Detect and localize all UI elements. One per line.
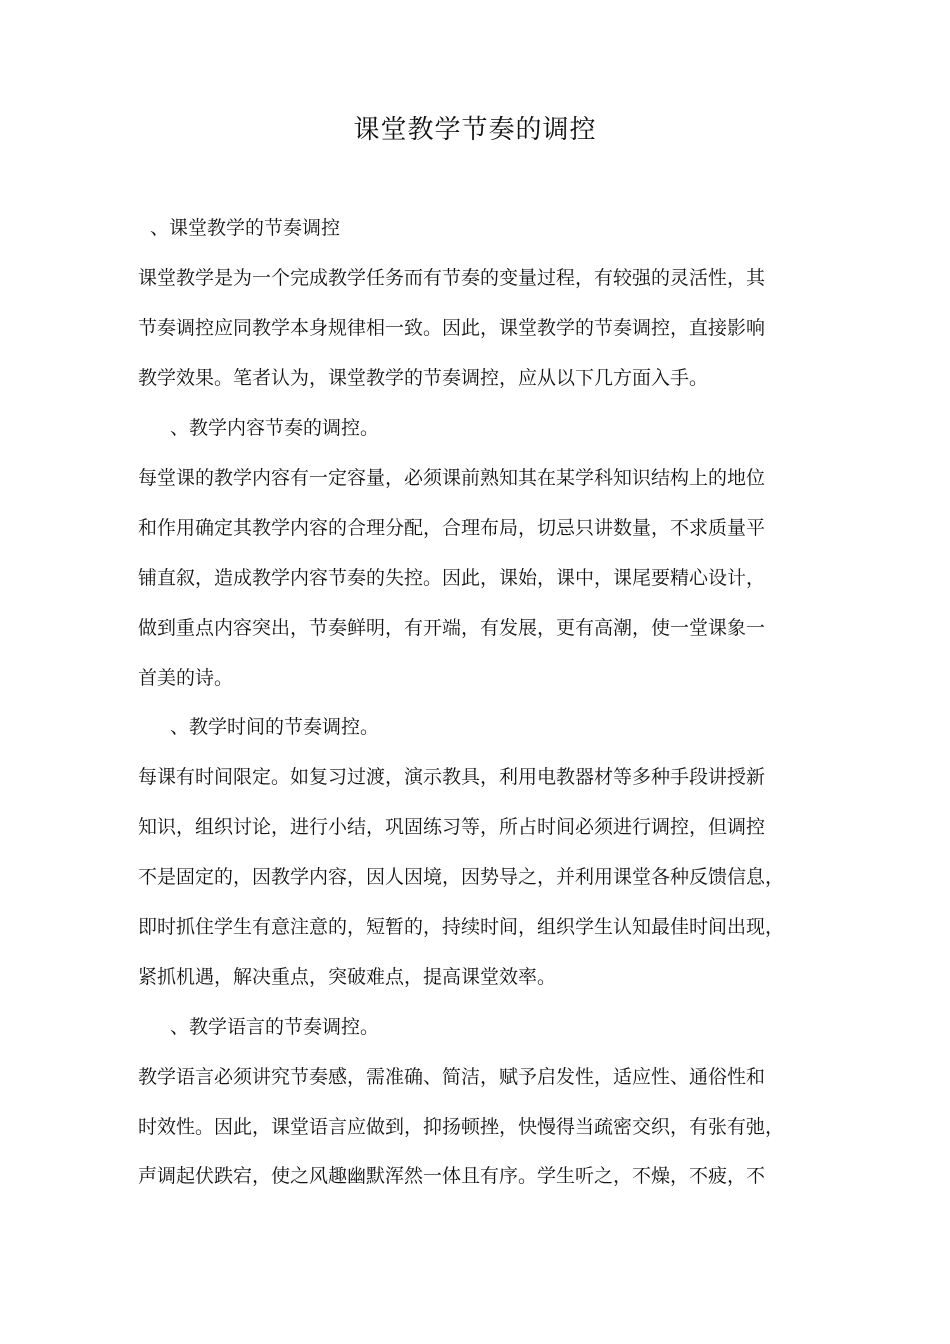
document-title: 课堂教学节奏的调控 <box>353 115 597 145</box>
paragraph-line: 不是固定的，因教学内容，因人因境，因势导之，并利用课堂各种反馈信息， <box>138 866 785 888</box>
paragraph-line: 每堂课的教学内容有一定容量，必须课前熟知其在某学科知识结构上的地位 <box>138 467 766 489</box>
paragraph-line: 时效性。因此，课堂语言应做到，抑扬顿挫，快慢得当疏密交织，有张有弛， <box>138 1116 785 1138</box>
subsection-heading: 、教学语言的节奏调控。 <box>170 1016 380 1038</box>
paragraph-line: 教学效果。笔者认为，课堂教学的节奏调控，应从以下几方面入手。 <box>138 367 709 389</box>
paragraph-line: 即时抓住学生有意注意的，短暂的，持续时间，组织学生认知最佳时间出现， <box>138 916 785 938</box>
paragraph-line: 做到重点内容突出，节奏鲜明，有开端，有发展，更有高潮，使一堂课象一 <box>138 617 766 639</box>
paragraph-line: 每课有时间限定。如复习过渡，演示教具，利用电教器材等多种手段讲授新 <box>138 766 766 788</box>
paragraph-line: 首美的诗。 <box>138 667 234 689</box>
paragraph-line: 课堂教学是为一个完成教学任务而有节奏的变量过程，有较强的灵活性，其 <box>138 267 766 289</box>
paragraph-line: 知识，组织讨论，进行小结，巩固练习等，所占时间必须进行调控，但调控 <box>138 816 766 838</box>
paragraph-line: 教学语言必须讲究节奏感，需准确、简洁，赋予启发性，适应性、通俗性和 <box>138 1066 766 1088</box>
paragraph-line: 铺直叙，造成教学内容节奏的失控。因此，课始，课中，课尾要精心设计， <box>138 567 766 589</box>
subsection-heading: 、教学时间的节奏调控。 <box>170 716 380 738</box>
paragraph-line: 声调起伏跌宕，使之风趣幽默浑然一体且有序。学生听之，不燥，不疲，不 <box>138 1165 766 1187</box>
paragraph-line: 和作用确定其教学内容的合理分配，合理布局，切忌只讲数量，不求质量平 <box>138 517 766 539</box>
section-heading: 、课堂教学的节奏调控 <box>150 217 341 239</box>
subsection-heading: 、教学内容节奏的调控。 <box>170 417 380 439</box>
paragraph-line: 紧抓机遇，解决重点，突破难点，提高课堂效率。 <box>138 966 557 988</box>
paragraph-line: 节奏调控应同教学本身规律相一致。因此，课堂教学的节奏调控，直接影响 <box>138 317 766 339</box>
